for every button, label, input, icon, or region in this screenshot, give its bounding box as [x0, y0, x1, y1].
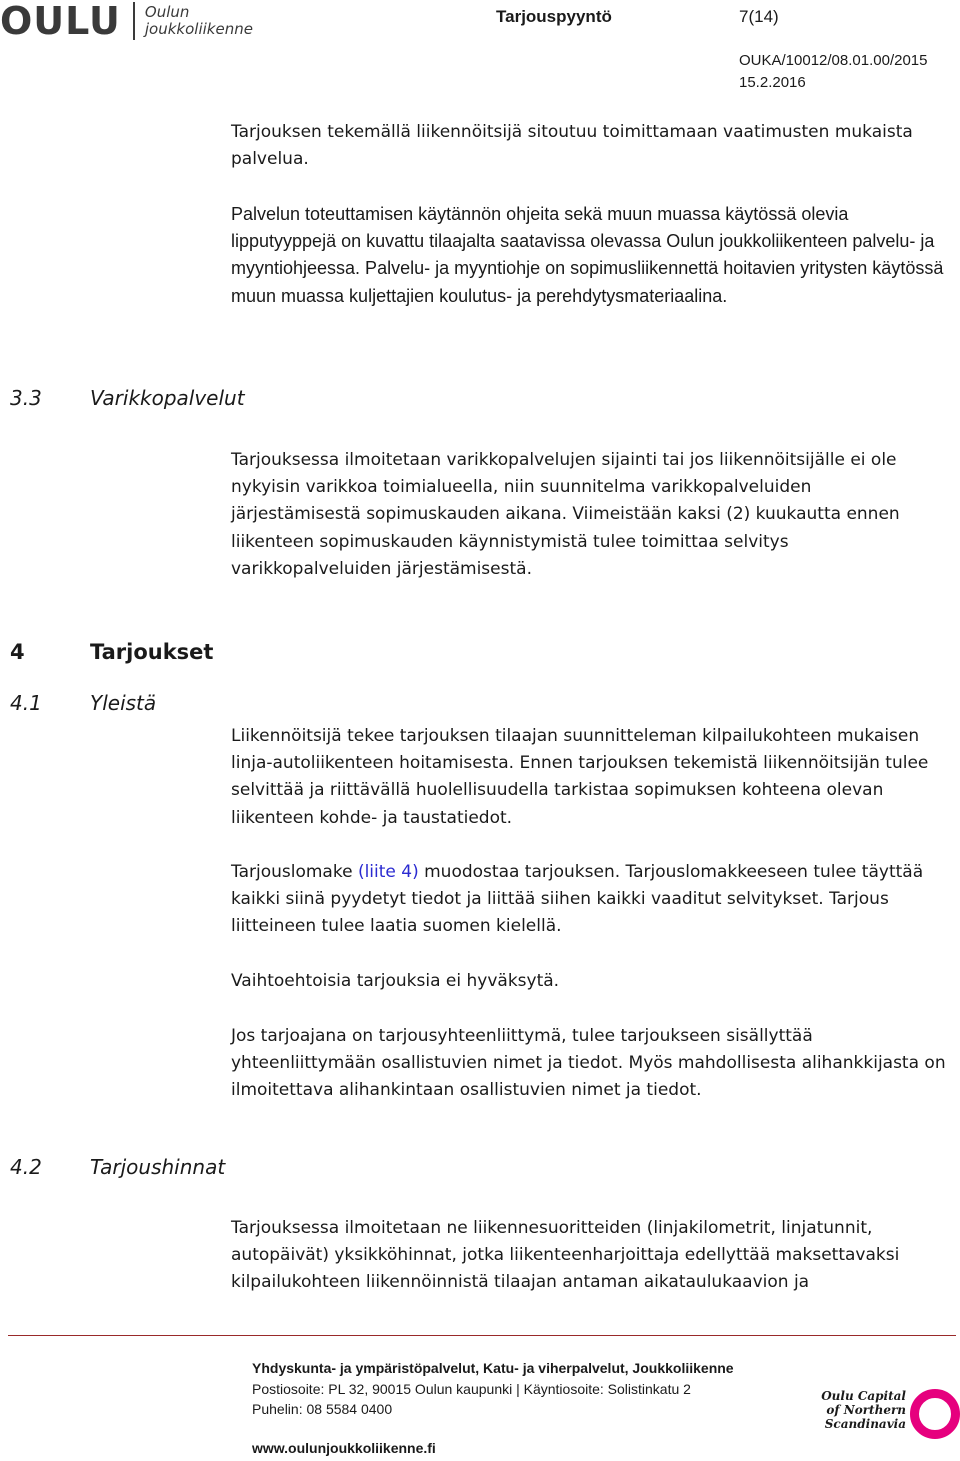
paragraph-service-guide: Palvelun toteuttamisen käytännön ohjeita sekä muun muassa käytössä olevia lipputyyppejä on kuvattu tilaajalta saatavissa olevassa Oulun joukkoliikenteen palvelu- ja myyntiohjeessa. Palvelu- ja myyntiohje on sopimusliikennettä hoitavien yritysten käytössä muun muassa kuljettajien koulutus- ja perehdytysmateriaalina. [231, 204, 944, 306]
badge-text [806, 1389, 906, 1431]
paragraph-commitment: Tarjouksen tekemällä liikennöitsijä sitoutuu toimittamaan vaatimusten mukaista palvelua. [231, 122, 913, 170]
badge-line-1: Oulu Capital [821, 1389, 906, 1403]
section-heading-3-3 [10, 386, 310, 416]
text-run: Tarjouslomake [231, 862, 358, 882]
logo-subtitle-line-1: Oulun [144, 3, 190, 21]
paragraph-general-2 [231, 859, 959, 941]
document-type: Tarjouspyyntö [496, 7, 612, 26]
section-number: 4.1 [10, 691, 42, 715]
section-heading-4 [10, 640, 310, 670]
badge-line-3: Scandinavia [824, 1417, 906, 1431]
badge-line-2: of Northern [826, 1403, 906, 1417]
text-run: muodostaa tarjouksen. Tarjouslomakkeeseen tulee täyttää kaikki siinä pyydetyt tiedot ja liittää siihen kaikki vaaditut selvitykset. Tarjous liitteineen tulee laatia suomen kielellä. [231, 862, 924, 937]
footer-address: Postiosoite: PL 32, 90015 Oulun kaupunki | Käyntiosoite: Solistinkatu 2 [252, 1381, 691, 1397]
paragraph-depot-services: Tarjouksessa ilmoitetaan varikkopalvelujen sijainti tai jos liikennöitsijälle ei ole nykyisin varikkoa toimialueella, niin suunnitelma varikkopalveluiden järjestämisestä sopimuskauden aikana. Viimeistään kaksi (2) kuukautta ennen liikenteen sopimuskauden käynnistymistä tulee toimittaa selvitys varikkopalveluiden järjestämisestä. [231, 450, 900, 579]
paragraph-general-4: Jos tarjoajana on tarjousyhteenliittymä, tulee tarjoukseen sisällyttää yhteenliittymään osallistuvien nimet ja tiedot. Myös mahdollisesta alihankkijasta on ilmoitettava alihankintaan osallistuvien nimet ja tiedot. [231, 1026, 946, 1101]
capital-of-northern-scandinavia-badge [806, 1389, 956, 1439]
paragraph-general-3: Vaihtoehtoisia tarjouksia ei hyväksytä. [231, 971, 560, 991]
page-number: 7(14) [739, 7, 779, 26]
section-title: Yleistä [90, 691, 157, 715]
footer-organization: Yhdyskunta- ja ympäristöpalvelut, Katu- ja viherpalvelut, Joukkoliikenne [252, 1360, 734, 1376]
paragraph-bid-prices: Tarjouksessa ilmoitetaan ne liikennesuoritteiden (linjakilometrit, linjatunnit, autopäivät) yksikköhinnat, jotka liikenteenharjoittaja edellyttää maksettavaksi kilpailukohteen liikennöinnistä tilaajan antaman aikataulukaavion ja [231, 1218, 900, 1293]
attachment-link[interactable]: (liite 4) [357, 862, 419, 882]
section-heading-4-1 [10, 691, 310, 721]
pink-ring-icon [910, 1389, 960, 1439]
footer-phone: Puhelin: 08 5584 0400 [252, 1401, 393, 1417]
document-date: 15.2.2016 [739, 74, 806, 91]
paragraph-general-1: Liikennöitsijä tekee tarjouksen tilaajan suunnitteleman kilpailukohteen mukaisen linja-autoliikenteen hoitamisesta. Ennen tarjouksen tekemistä liikennöitsijän tulee selvittää ja riittävällä huolellisuudella tarkistaa sopimuksen kohteena olevan liikenteen kohde- ja taustatiedot. [231, 726, 929, 828]
logo-divider [133, 2, 135, 40]
logo-subtitle-line-2: joukkoliikenne [144, 20, 253, 38]
logo-subtitle [145, 4, 253, 38]
oulu-logo [0, 0, 253, 42]
section-number: 3.3 [10, 386, 42, 410]
section-number: 4 [10, 640, 25, 664]
section-number: 4.2 [10, 1155, 42, 1179]
section-heading-4-2 [10, 1155, 310, 1185]
logo-wordmark: OULU [0, 0, 121, 43]
footer-divider [8, 1335, 956, 1336]
section-title: Varikkopalvelut [90, 386, 245, 410]
section-title: Tarjoushinnat [90, 1155, 226, 1179]
section-title: Tarjoukset [90, 640, 214, 664]
footer-website-link[interactable]: www.oulunjoukkoliikenne.fi [252, 1440, 436, 1456]
reference-number: OUKA/10012/08.01.00/2015 [739, 52, 928, 69]
